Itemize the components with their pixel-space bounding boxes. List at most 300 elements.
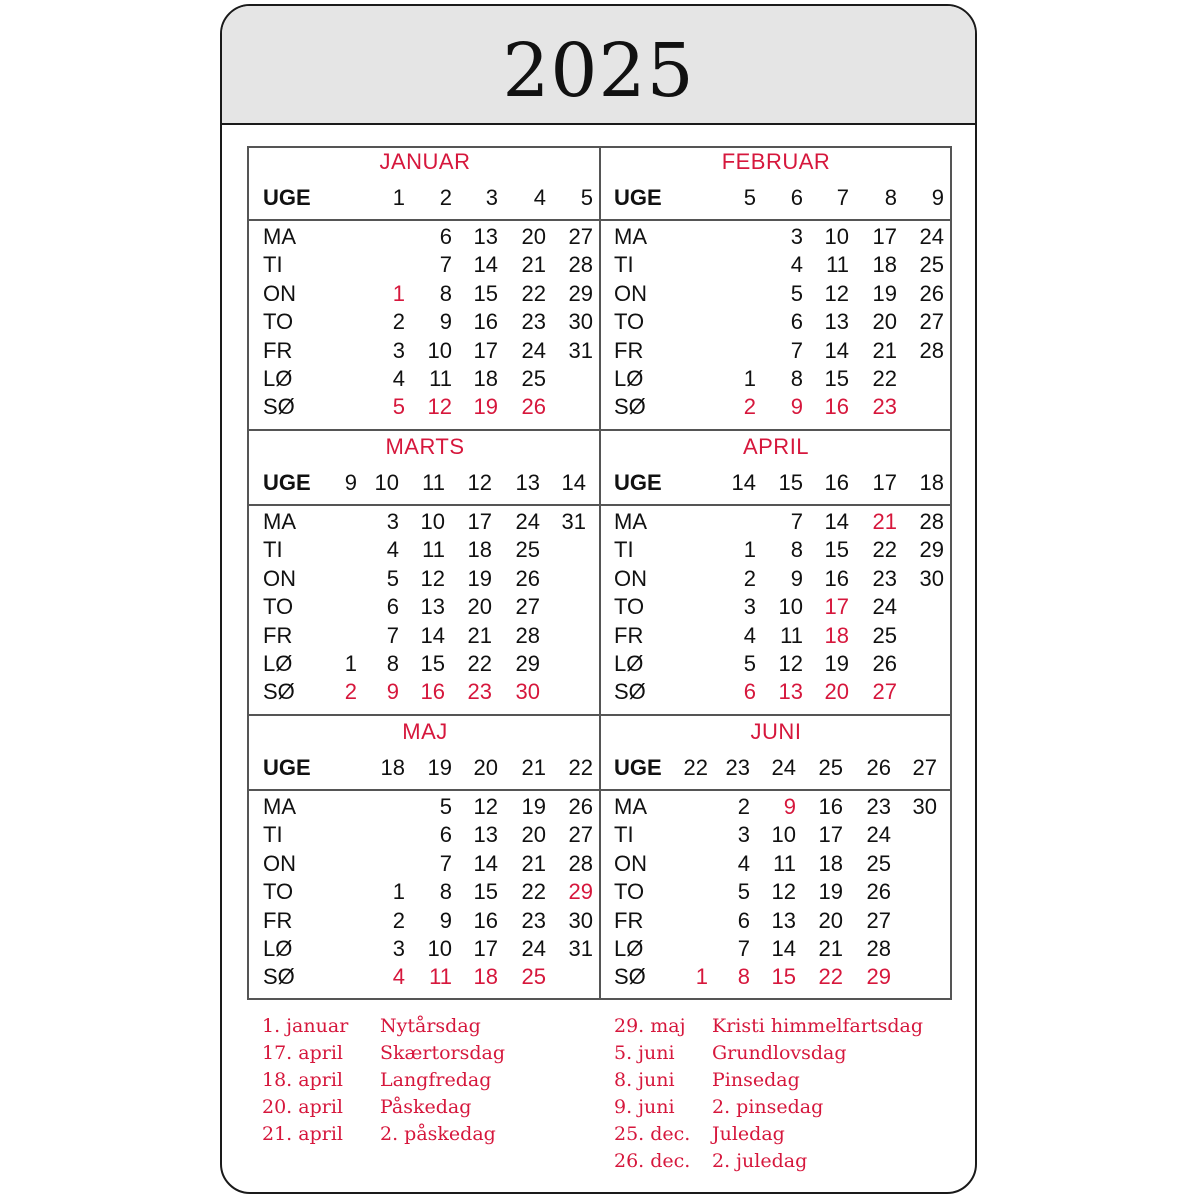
month-name: JUNI	[750, 719, 802, 744]
date-cell: 20	[824, 679, 849, 705]
week-number: 3	[485, 185, 498, 210]
date-cell: 5	[439, 794, 452, 819]
weekday-label: TI	[614, 822, 634, 848]
week-number: 4	[533, 185, 546, 210]
holiday-date: 21. april	[262, 1123, 343, 1145]
date-cell: 3	[392, 337, 405, 363]
week-number: 26	[866, 755, 891, 780]
date-cell: 7	[439, 850, 452, 876]
holiday-name: 2. pinsedag	[712, 1096, 824, 1118]
grid-divider-row-2	[247, 714, 952, 716]
date-cell: 3	[386, 509, 399, 534]
date-cell: 15	[473, 879, 498, 905]
date-cell: 2	[392, 309, 405, 335]
date-cell: 17	[467, 509, 492, 534]
date-cell: 21	[467, 622, 492, 648]
holiday-name: Juledag	[712, 1123, 785, 1145]
date-cell: 9	[783, 794, 796, 819]
date-cell: 1	[695, 964, 708, 990]
date-cell: 4	[737, 850, 750, 876]
week-number: 8	[884, 185, 897, 210]
date-cell: 17	[824, 594, 849, 620]
weekday-label: TI	[263, 252, 283, 278]
date-cell: 11	[773, 850, 796, 876]
date-cell: 30	[568, 309, 593, 335]
week-number: 14	[561, 470, 586, 495]
date-cell: 18	[473, 366, 498, 391]
date-cell: 4	[743, 622, 756, 648]
date-cell: 1	[743, 537, 756, 563]
date-cell: 14	[824, 337, 849, 363]
date-cell: 7	[386, 622, 399, 648]
weekday-label: LØ	[263, 936, 293, 961]
date-cell: 11	[429, 366, 452, 391]
date-cell: 2	[737, 794, 750, 819]
date-cell: 10	[824, 224, 849, 249]
weekday-label: FR	[614, 622, 644, 648]
weekday-label: MA	[263, 509, 296, 534]
weekday-label: SØ	[614, 394, 646, 420]
date-cell: 9	[439, 907, 452, 933]
month-header-divider	[600, 219, 951, 221]
weekday-label: SØ	[614, 679, 646, 705]
date-cell: 22	[818, 964, 843, 990]
weekday-label: ON	[263, 850, 296, 876]
date-cell: 12	[427, 394, 452, 420]
date-cell: 3	[743, 594, 756, 620]
date-cell: 20	[818, 907, 843, 933]
date-cell: 6	[439, 822, 452, 848]
date-cell: 7	[737, 936, 750, 961]
month-name: FEBRUAR	[721, 149, 831, 174]
date-cell: 18	[467, 537, 492, 563]
date-cell: 31	[561, 509, 586, 534]
weekday-label: TO	[614, 594, 645, 620]
date-cell: 13	[473, 224, 498, 249]
holiday-date: 29. maj	[614, 1015, 686, 1037]
date-cell: 20	[521, 822, 546, 848]
weekday-label: MA	[614, 794, 647, 819]
holiday-name: Nytårsdag	[380, 1015, 481, 1037]
week-number: 6	[790, 185, 803, 210]
date-cell: 9	[790, 394, 803, 420]
weekday-label: ON	[614, 280, 647, 306]
weekday-label: ON	[263, 280, 296, 306]
weekday-label: TI	[614, 252, 634, 278]
date-cell: 23	[866, 794, 891, 819]
date-cell: 27	[568, 224, 593, 249]
date-cell: 22	[467, 651, 492, 676]
date-cell: 31	[568, 337, 593, 363]
week-number: 9	[931, 185, 944, 210]
date-cell: 12	[778, 651, 803, 676]
weekday-label: TO	[614, 309, 645, 335]
date-cell: 28	[866, 936, 891, 961]
week-label: UGE	[614, 755, 662, 780]
week-label: UGE	[263, 185, 311, 210]
date-cell: 23	[872, 394, 897, 420]
date-cell: 15	[824, 366, 849, 391]
week-number: 23	[725, 755, 750, 780]
date-cell: 30	[568, 907, 593, 933]
date-cell: 15	[771, 964, 796, 990]
date-cell: 23	[521, 907, 546, 933]
date-cell: 1	[392, 879, 405, 905]
date-cell: 14	[824, 509, 849, 534]
date-cell: 11	[429, 964, 452, 990]
weekday-label: ON	[614, 565, 647, 591]
holiday-date: 8. juni	[614, 1069, 675, 1091]
date-cell: 8	[439, 280, 452, 306]
weekday-label: SØ	[263, 679, 295, 705]
date-cell: 9	[790, 565, 803, 591]
date-cell: 26	[866, 879, 891, 905]
weekday-label: ON	[263, 565, 296, 591]
weekday-label: LØ	[614, 651, 644, 676]
weekday-label: TO	[263, 594, 294, 620]
weekday-label: FR	[263, 622, 293, 648]
holiday-name: Grundlovsdag	[712, 1042, 847, 1064]
date-cell: 24	[872, 594, 897, 620]
holiday-date: 25. dec.	[614, 1123, 691, 1145]
weekday-label: TO	[263, 309, 294, 335]
holiday-date: 1. januar	[262, 1015, 349, 1037]
week-number: 5	[580, 185, 593, 210]
date-cell: 25	[521, 366, 546, 391]
date-cell: 25	[919, 252, 944, 278]
date-cell: 6	[439, 224, 452, 249]
date-cell: 27	[515, 594, 540, 620]
date-cell: 4	[386, 537, 399, 563]
week-number: 1	[392, 185, 405, 210]
weekday-label: FR	[263, 337, 293, 363]
date-cell: 7	[790, 509, 803, 534]
weekday-label: MA	[263, 224, 296, 249]
week-number: 7	[836, 185, 849, 210]
week-number: 11	[422, 470, 445, 495]
date-cell: 8	[386, 651, 399, 676]
holiday-name: Langfredag	[380, 1069, 492, 1091]
weekday-label: MA	[614, 224, 647, 249]
date-cell: 21	[521, 252, 546, 278]
date-cell: 12	[420, 565, 445, 591]
week-number: 2	[439, 185, 452, 210]
date-cell: 5	[743, 651, 756, 676]
week-number: 21	[521, 755, 546, 780]
date-cell: 30	[919, 565, 944, 591]
holiday-name: 2. juledag	[712, 1150, 808, 1172]
week-number: 27	[912, 755, 937, 780]
date-cell: 16	[473, 907, 498, 933]
week-number: 22	[568, 755, 593, 780]
date-cell: 14	[771, 936, 796, 961]
date-cell: 19	[872, 280, 897, 306]
date-cell: 24	[919, 224, 944, 249]
date-cell: 23	[872, 565, 897, 591]
date-cell: 13	[771, 907, 796, 933]
weekday-label: LØ	[263, 651, 293, 676]
date-cell: 16	[824, 565, 849, 591]
date-cell: 20	[872, 309, 897, 335]
date-cell: 14	[420, 622, 445, 648]
month-name: MARTS	[385, 434, 465, 459]
week-number: 15	[778, 470, 803, 495]
weekday-label: TO	[263, 879, 294, 905]
date-cell: 27	[568, 822, 593, 848]
date-cell: 6	[743, 679, 756, 705]
week-label: UGE	[263, 470, 311, 495]
weekday-label: FR	[263, 907, 293, 933]
date-cell: 10	[778, 594, 803, 620]
date-cell: 5	[737, 879, 750, 905]
month-header-divider	[249, 219, 600, 221]
holiday-date: 20. april	[262, 1096, 343, 1118]
date-cell: 7	[790, 337, 803, 363]
date-cell: 29	[568, 280, 593, 306]
date-cell: 27	[872, 679, 897, 705]
weekday-label: SØ	[614, 964, 646, 990]
date-cell: 11	[780, 622, 803, 648]
date-cell: 14	[473, 252, 498, 278]
date-cell: 21	[872, 337, 897, 363]
week-number: 18	[919, 470, 944, 495]
date-cell: 25	[866, 850, 891, 876]
date-cell: 25	[521, 964, 546, 990]
date-cell: 11	[826, 252, 849, 278]
week-number: 24	[771, 755, 796, 780]
date-cell: 9	[439, 309, 452, 335]
date-cell: 16	[824, 394, 849, 420]
date-cell: 25	[515, 537, 540, 563]
date-cell: 4	[790, 252, 803, 278]
date-cell: 11	[422, 537, 445, 563]
weekday-label: FR	[614, 337, 644, 363]
weekday-label: FR	[614, 907, 644, 933]
holiday-date: 9. juni	[614, 1096, 675, 1118]
date-cell: 17	[872, 224, 897, 249]
date-cell: 24	[515, 509, 540, 534]
date-cell: 30	[515, 679, 540, 705]
date-cell: 19	[824, 651, 849, 676]
date-cell: 2	[743, 565, 756, 591]
date-cell: 31	[568, 936, 593, 961]
date-cell: 17	[473, 936, 498, 961]
date-cell: 28	[919, 509, 944, 534]
date-cell: 10	[427, 936, 452, 961]
week-number: 17	[872, 470, 897, 495]
date-cell: 29	[515, 651, 540, 676]
holiday-date: 18. april	[262, 1069, 343, 1091]
date-cell: 21	[818, 936, 843, 961]
date-cell: 8	[790, 366, 803, 391]
date-cell: 22	[521, 879, 546, 905]
week-number: 12	[467, 470, 492, 495]
date-cell: 8	[439, 879, 452, 905]
date-cell: 26	[515, 565, 540, 591]
week-number: 20	[473, 755, 498, 780]
date-cell: 19	[818, 879, 843, 905]
weekday-label: SØ	[263, 964, 295, 990]
date-cell: 15	[824, 537, 849, 563]
date-cell: 5	[386, 565, 399, 591]
weekday-label: LØ	[614, 366, 644, 391]
date-cell: 19	[473, 394, 498, 420]
date-cell: 18	[473, 964, 498, 990]
date-cell: 26	[568, 794, 593, 819]
week-label: UGE	[614, 470, 662, 495]
date-cell: 4	[392, 964, 405, 990]
date-cell: 17	[473, 337, 498, 363]
date-cell: 13	[420, 594, 445, 620]
date-cell: 1	[344, 651, 357, 676]
date-cell: 24	[866, 822, 891, 848]
date-cell: 15	[473, 280, 498, 306]
date-cell: 9	[386, 679, 399, 705]
date-cell: 8	[737, 964, 750, 990]
date-cell: 24	[521, 936, 546, 961]
date-cell: 17	[818, 822, 843, 848]
date-cell: 29	[568, 879, 593, 905]
date-cell: 14	[473, 850, 498, 876]
week-number: 22	[683, 755, 708, 780]
week-number: 25	[818, 755, 843, 780]
date-cell: 24	[521, 337, 546, 363]
holiday-date: 26. dec.	[614, 1150, 691, 1172]
weekday-label: TI	[263, 537, 283, 563]
holiday-name: Kristi himmelfartsdag	[712, 1015, 924, 1037]
date-cell: 22	[521, 280, 546, 306]
date-cell: 23	[467, 679, 492, 705]
date-cell: 6	[790, 309, 803, 335]
week-number: 19	[427, 755, 452, 780]
holiday-name: Påskedag	[380, 1096, 472, 1118]
date-cell: 6	[386, 594, 399, 620]
date-cell: 8	[790, 537, 803, 563]
date-cell: 16	[818, 794, 843, 819]
week-number: 5	[743, 185, 756, 210]
date-cell: 27	[919, 309, 944, 335]
date-cell: 16	[473, 309, 498, 335]
month-header-divider	[249, 504, 600, 506]
date-cell: 16	[420, 679, 445, 705]
date-cell: 10	[771, 822, 796, 848]
weekday-label: MA	[263, 794, 296, 819]
weekday-label: MA	[614, 509, 647, 534]
date-cell: 18	[872, 252, 897, 278]
date-cell: 19	[521, 794, 546, 819]
date-cell: 30	[912, 794, 937, 819]
date-cell: 15	[420, 651, 445, 676]
grid-divider-vertical	[599, 146, 601, 1000]
date-cell: 7	[439, 252, 452, 278]
date-cell: 29	[866, 964, 891, 990]
date-cell: 18	[824, 622, 849, 648]
weekday-label: TI	[614, 537, 634, 563]
month-header-divider	[249, 789, 600, 791]
weekday-label: SØ	[263, 394, 295, 420]
month-header-divider	[600, 789, 951, 791]
week-number: 9	[344, 470, 357, 495]
date-cell: 13	[473, 822, 498, 848]
date-cell: 29	[919, 537, 944, 563]
date-cell: 28	[919, 337, 944, 363]
holiday-date: 17. april	[262, 1042, 343, 1064]
week-number: 18	[380, 755, 405, 780]
date-cell: 3	[790, 224, 803, 249]
month-name: APRIL	[742, 434, 810, 459]
date-cell: 1	[743, 366, 756, 391]
month-name: MAJ	[402, 719, 448, 744]
date-cell: 20	[521, 224, 546, 249]
week-number: 14	[731, 470, 756, 495]
date-cell: 12	[771, 879, 796, 905]
date-cell: 25	[872, 622, 897, 648]
date-cell: 26	[872, 651, 897, 676]
date-cell: 6	[737, 907, 750, 933]
date-cell: 28	[568, 252, 593, 278]
week-number: 16	[824, 470, 849, 495]
weekday-label: TO	[614, 879, 645, 905]
week-number: 13	[515, 470, 540, 495]
date-cell: 27	[866, 907, 891, 933]
holiday-name: Pinsedag	[712, 1069, 800, 1091]
holiday-date: 5. juni	[614, 1042, 675, 1064]
date-cell: 22	[872, 366, 897, 391]
date-cell: 23	[521, 309, 546, 335]
date-cell: 12	[824, 280, 849, 306]
date-cell: 12	[473, 794, 498, 819]
date-cell: 28	[515, 622, 540, 648]
holiday-name: 2. påskedag	[380, 1123, 496, 1145]
date-cell: 20	[467, 594, 492, 620]
date-cell: 13	[778, 679, 803, 705]
date-cell: 4	[392, 366, 405, 391]
date-cell: 22	[872, 537, 897, 563]
date-cell: 19	[467, 565, 492, 591]
date-cell: 10	[420, 509, 445, 534]
holiday-name: Skærtorsdag	[380, 1042, 506, 1064]
date-cell: 18	[818, 850, 843, 876]
week-label: UGE	[614, 185, 662, 210]
date-cell: 3	[737, 822, 750, 848]
date-cell: 13	[824, 309, 849, 335]
month-header-divider	[600, 504, 951, 506]
date-cell: 2	[743, 394, 756, 420]
grid-divider-row-1	[247, 429, 952, 431]
weekday-label: LØ	[263, 366, 293, 391]
weekday-label: TI	[263, 822, 283, 848]
date-cell: 5	[392, 394, 405, 420]
date-cell: 10	[427, 337, 452, 363]
week-label: UGE	[263, 755, 311, 780]
date-cell: 21	[521, 850, 546, 876]
date-cell: 3	[392, 936, 405, 961]
date-cell: 26	[919, 280, 944, 306]
year-header	[222, 6, 975, 125]
year-title: 2025	[502, 28, 695, 114]
week-number: 10	[374, 470, 399, 495]
date-cell: 5	[790, 280, 803, 306]
weekday-label: LØ	[614, 936, 644, 961]
date-cell: 2	[392, 907, 405, 933]
month-name: JANUAR	[379, 149, 471, 174]
date-cell: 1	[392, 280, 405, 306]
date-cell: 2	[344, 679, 357, 705]
date-cell: 26	[521, 394, 546, 420]
weekday-label: ON	[614, 850, 647, 876]
date-cell: 28	[568, 850, 593, 876]
date-cell: 21	[872, 509, 897, 534]
